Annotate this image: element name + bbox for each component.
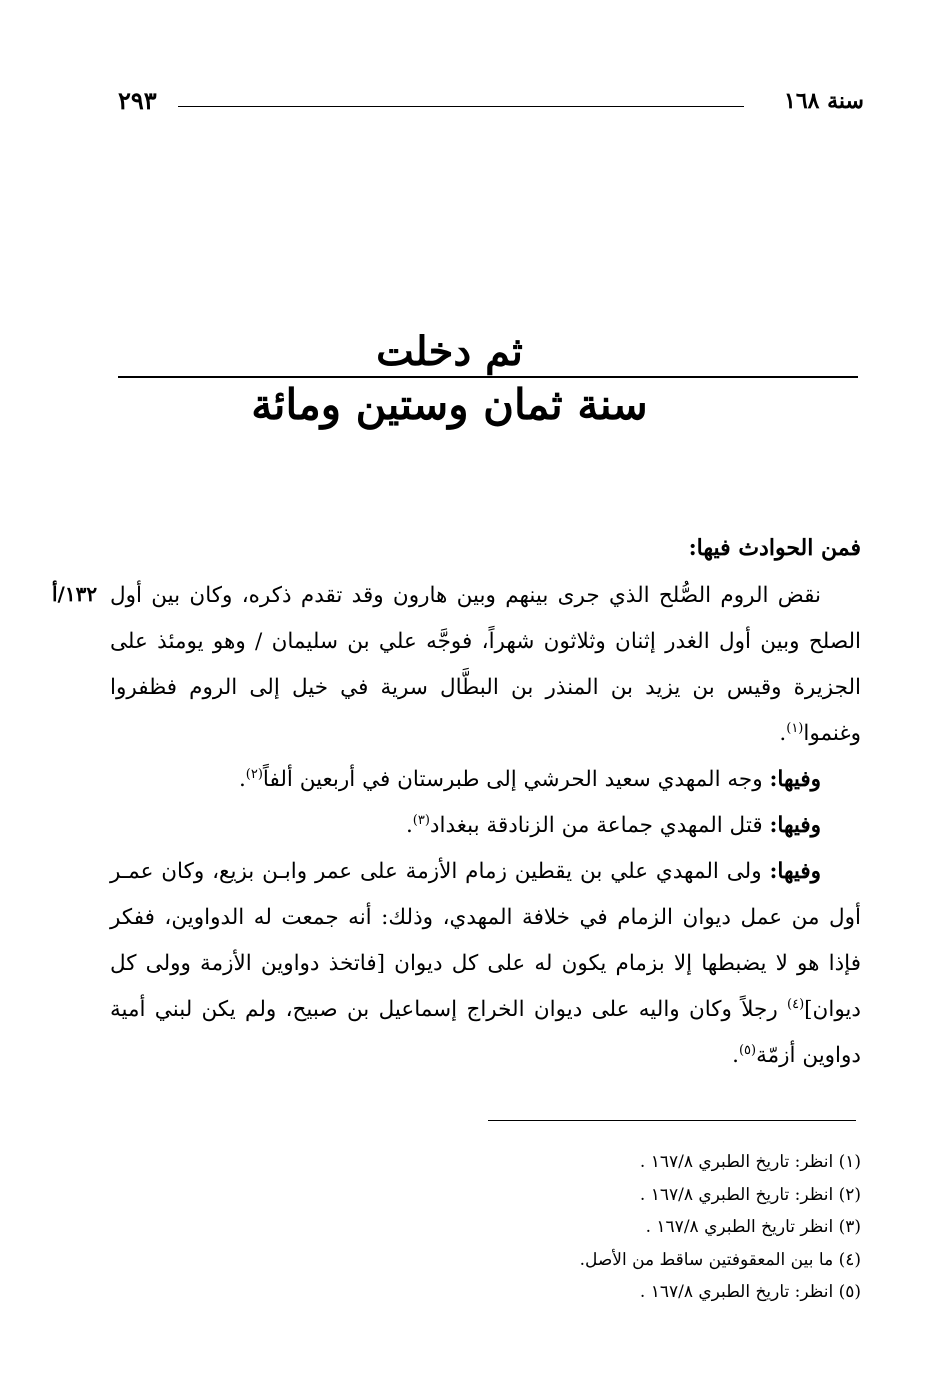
running-header xyxy=(118,88,864,120)
paragraph-1-text: نقض الروم الصُّلح الذي جرى بينهم وبين هارون وقد تقدم ذكره، وكان بين أول الصلح وبين أول الغدر إثنان وثلاثون شهراً، فوجَّه علي بن سليمان / وهو يومئذ على الجزيرة وقيس بن يزيد بن المنذر بن البطَّال سرية في خيل إلى الروم فظفروا وغنموا xyxy=(110,583,861,746)
footnote-ref-1: (١) xyxy=(786,720,804,736)
footnote-4: (٤) ما بين المعقوفتين ساقط من الأصل. xyxy=(579,1249,861,1270)
footnote-ref-4: (٤) xyxy=(787,996,805,1012)
event-lead: وفيها: xyxy=(769,813,821,838)
footnotes xyxy=(110,1146,861,1309)
event-text: وجه المهدي سعيد الحرشي إلى طبرستان في أربعين ألفاً xyxy=(262,767,763,792)
footnote-ref-5: (٥) xyxy=(738,1042,757,1058)
footnote-5: (٥) انظر: تاريخ الطبري ١٦٧/٨ . xyxy=(639,1282,861,1302)
footnote-separator xyxy=(488,1120,856,1121)
event-text: قتل المهدي جماعة من الزنادقة ببغداد xyxy=(429,813,763,838)
footnote-2: (٢) انظر: تاريخ الطبري ١٦٧/٨ . xyxy=(639,1184,861,1205)
section-intro: فمن الحوادث فيها: xyxy=(688,535,861,561)
event-item-1: وفيها: وجه المهدي سعيد الحرشي إلى طبرستان في أربعين ألفاً$^{(٢)}$. xyxy=(238,766,821,792)
event-item-3: وفيها: ولى المهدي علي بن يقطين زمام الأزمة على عمر وابـن بزيع، وكان عمـر أول من عمل ديوان الزمام في خلافة المهدي، وذلك: أنه جمعت له الدواوين، ففكر فإذا هو لا يضبطها إلا بزمام يكون له على كل ديوان [فاتخذ دواوين الأزمة وولى كل ديوان]$^{(٤)}$ رجلاً وكان واليه على ديوان الخراج إسماعيل بن صبيح، ولم يكن لبني أمية دواوين أزمّة$^{(٥)}$. xyxy=(110,859,861,1068)
page-number: ٢٩٣ xyxy=(118,86,157,115)
footnote-1: (١) انظر: تاريخ الطبري ١٦٧/٨ . xyxy=(639,1152,861,1172)
event-text-a: ولى المهدي علي بن يقطين زمام الأزمة على عمر وابـن بزيع، وكان عمـر أول من عمل ديوان الزمام في خلافة المهدي، وذلك: أنه جمعت له الدواوين، ففكر فإذا هو لا يضبطها إلا بزمام يكون له على كل ديوان [فاتخذ دواوين الأزمة وولى كل ديوان] xyxy=(110,859,861,1022)
chapter-title-line1: ثم دخلت xyxy=(376,328,523,375)
header-rule xyxy=(178,106,744,107)
footnote-ref-3: (٣) xyxy=(412,812,430,828)
manuscript-folio-marker: ١٣٢/أ xyxy=(52,582,98,606)
event-lead: وفيها: xyxy=(769,859,821,884)
paragraph-1: نقض الروم الصُّلح الذي جرى بينهم وبين هارون وقد تقدم ذكره، وكان بين أول الصلح وبين أول الغدر إثنان وثلاثون شهراً، فوجَّه علي بن سليمان / وهو يومئذ على الجزيرة وقيس بن يزيد بن المنذر بن البطَّال سرية في خيل إلى الروم فظفروا وغنموا$^{(١)}$. xyxy=(110,583,861,746)
header-year: سنة ١٦٨ xyxy=(784,88,864,114)
footnote-ref-2: (٢) xyxy=(245,766,263,782)
chapter-title-line2: سنة ثمان وستين ومائة xyxy=(251,380,648,429)
event-lead: وفيها: xyxy=(769,767,821,792)
event-text-b: رجلاً وكان واليه على ديوان الخراج إسماعيل بن صبيح، ولم يكن لبني أمية دواوين أزمّة xyxy=(110,997,861,1068)
body-text xyxy=(52,525,861,1079)
event-item-2: وفيها: قتل المهدي جماعة من الزنادقة ببغداد$^{(٣)}$. xyxy=(405,812,821,838)
footnote-3: (٣) انظر تاريخ الطبري ١٦٧/٨ . xyxy=(645,1217,861,1237)
chapter-rule xyxy=(118,376,858,378)
